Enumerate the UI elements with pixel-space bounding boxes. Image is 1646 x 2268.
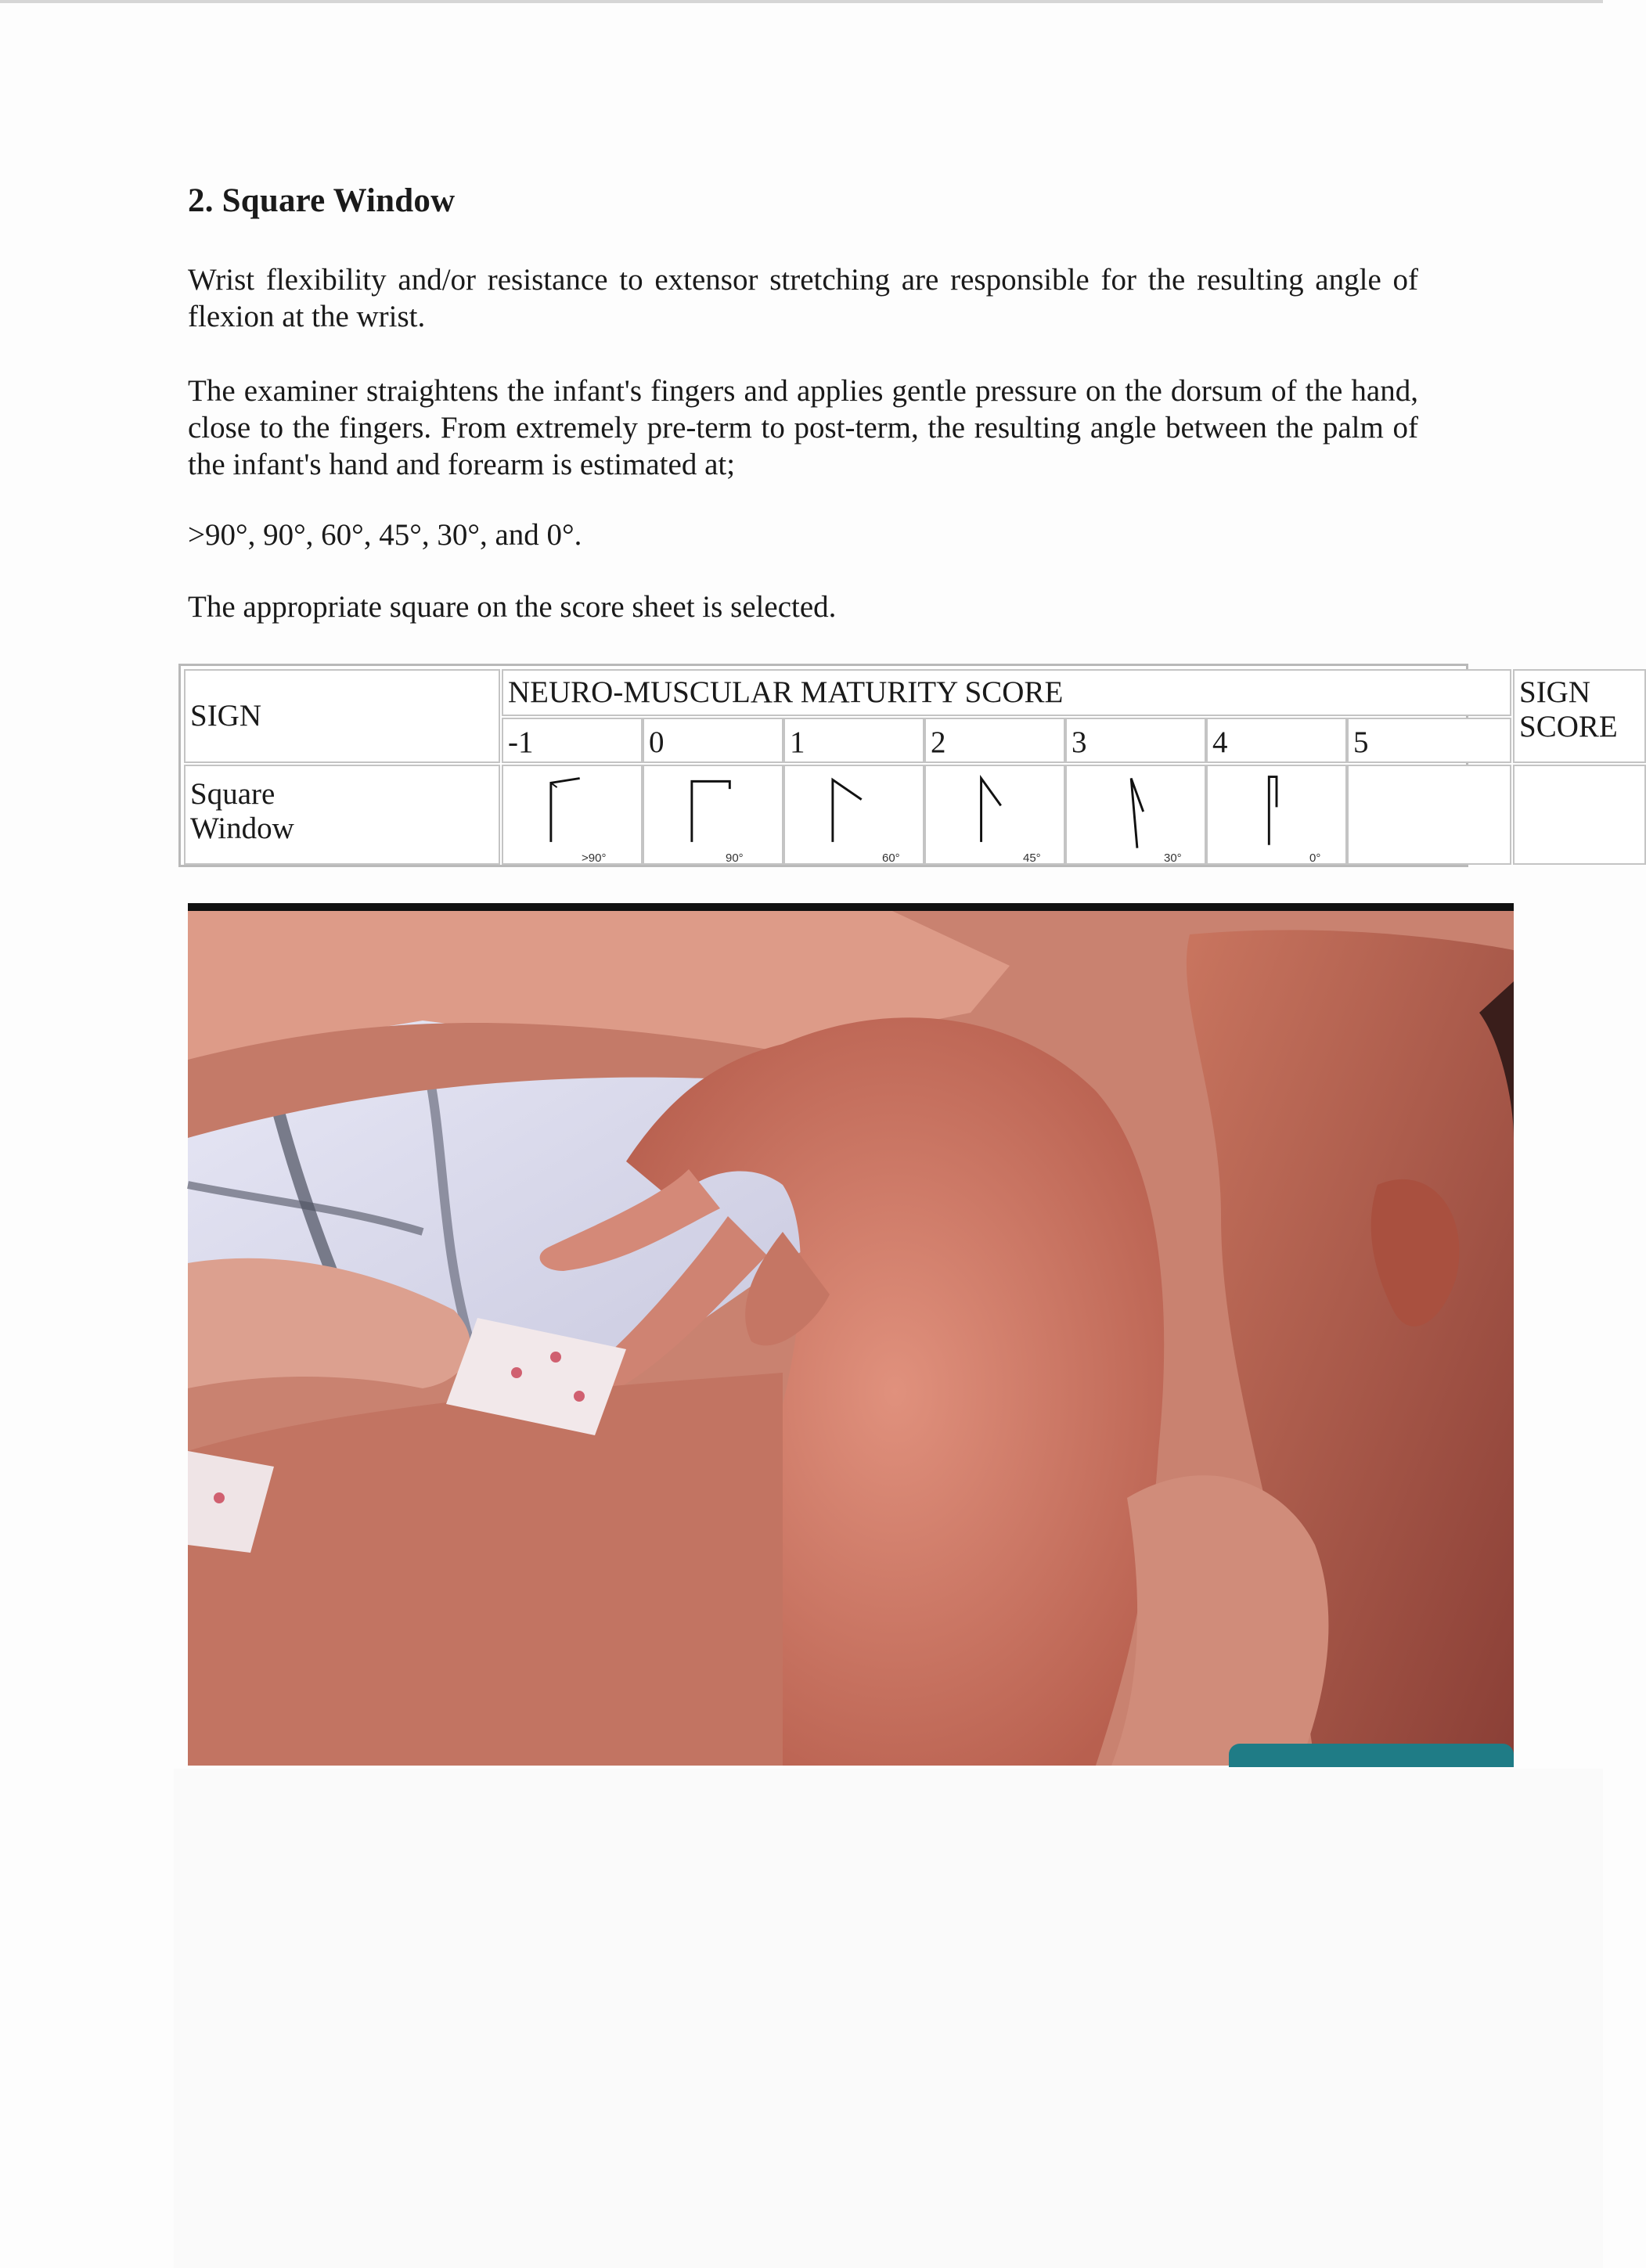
row-label-line2: Window: [190, 812, 294, 845]
neuromuscular-maturity-header: NEURO-MUSCULAR MATURITY SCORE: [502, 669, 1511, 716]
square-window-sign-score: [1513, 765, 1646, 865]
wrist-angle-gt90-icon: [503, 766, 641, 863]
angle-label-gt90: >90°: [582, 851, 607, 865]
square-window-score-5-empty: [1347, 765, 1511, 865]
sign-score-header: [1513, 669, 1646, 763]
square-window-angle-45: [924, 765, 1065, 865]
wrist-angle-0-icon: [1208, 766, 1345, 863]
angle-label-0: 0°: [1309, 851, 1321, 865]
wrist-angle-90-icon: [644, 766, 782, 863]
square-window-angle-30: [1065, 765, 1206, 865]
page-lower-area: [174, 1769, 1603, 2268]
paragraph-angle-list: >90°, 90°, 60°, 45°, 30°, and 0°.: [188, 518, 582, 552]
square-window-angle-60: [783, 765, 924, 865]
angle-label-30: 30°: [1164, 851, 1182, 865]
wrist-angle-30-icon: [1067, 766, 1205, 863]
row-label-line1: Square: [190, 777, 276, 811]
square-window-photo: [188, 903, 1514, 1766]
square-window-angle-gt90: [502, 765, 643, 865]
page-top-border: [0, 0, 1603, 3]
square-window-angle-90: [643, 765, 783, 865]
paragraph-score-selection: The appropriate square on the score sheet is selected.: [188, 590, 837, 624]
score-column-0: 0: [643, 718, 783, 763]
section-heading: 2. Square Window: [188, 182, 456, 219]
score-column-2: 2: [924, 718, 1065, 763]
square-window-row-label: [184, 765, 500, 865]
paragraph-wrist-flexibility: Wrist flexibility and/or resistance to extensor stretching are responsible for the resulting angle of flexion at the wrist.: [188, 263, 1418, 333]
sign-score-header-line1: SIGN: [1519, 675, 1591, 709]
paragraph-examiner-procedure: The examiner straightens the infant's fingers and applies gentle pressure on the dorsum of the hand, close to the fingers. From extremely pre-term to post-term, the resulting angle between the palm of the infant's hand and forearm is estimated at;: [188, 374, 1418, 481]
score-column-1: 1: [783, 718, 924, 763]
angle-label-60: 60°: [882, 851, 900, 865]
square-window-angle-0: [1206, 765, 1347, 865]
infant-wrist-photo-illustration: [188, 903, 1514, 1766]
wrist-angle-60-icon: [785, 766, 923, 863]
maturity-score-table: [178, 664, 1618, 867]
score-column-3: 3: [1065, 718, 1206, 763]
angle-label-45: 45°: [1023, 851, 1041, 865]
wrist-angle-45-icon: [926, 766, 1064, 863]
sign-score-header-line2: SCORE: [1519, 710, 1618, 743]
angle-label-90: 90°: [726, 851, 744, 865]
score-column-4: 4: [1206, 718, 1347, 763]
score-column-minus1: -1: [502, 718, 643, 763]
teal-overlay-tab: [1229, 1744, 1514, 1767]
score-column-5: 5: [1347, 718, 1511, 763]
sign-column-header: SIGN: [184, 669, 500, 763]
